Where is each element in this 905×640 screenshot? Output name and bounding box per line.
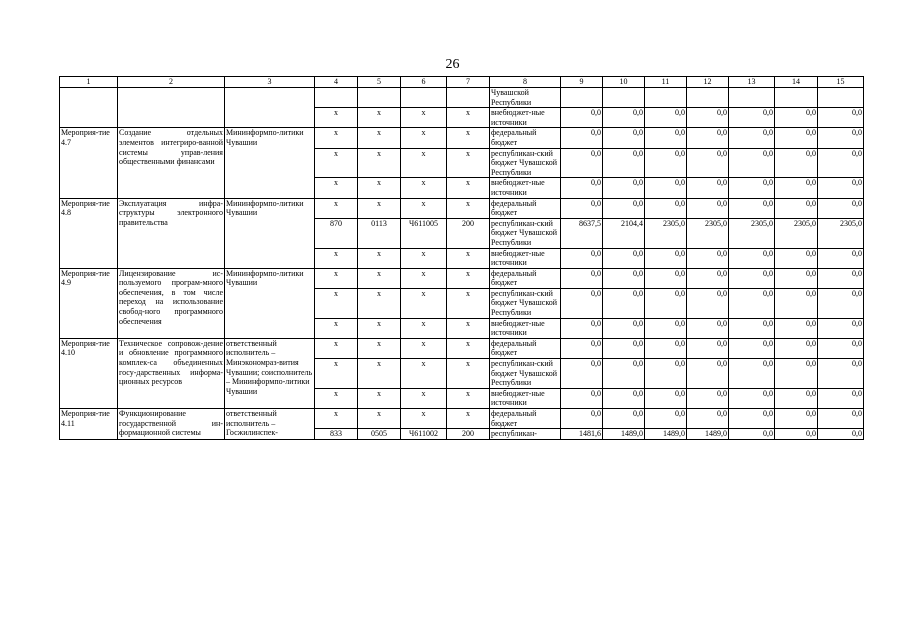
value-cell: 0,0: [687, 198, 729, 218]
value-cell: 0,0: [687, 288, 729, 318]
grbs-code-cell: x: [315, 288, 358, 318]
header-cell: 10: [603, 77, 645, 88]
funding-source-cell: республикан-: [490, 429, 561, 440]
event-name-cell: Функционирование государственной ин-формационной системы: [118, 409, 225, 440]
value-cell: 0,0: [687, 248, 729, 268]
value-cell: 0,0: [603, 178, 645, 198]
table-row: [60, 268, 864, 288]
target-code-cell: x: [401, 288, 447, 318]
funding-source-cell: республикан-ский бюджет Чувашской Республики: [490, 148, 561, 178]
header-cell: 11: [645, 77, 687, 88]
expense-type-cell: x: [447, 288, 490, 318]
value-cell: [645, 88, 687, 108]
value-cell: 0,0: [729, 198, 775, 218]
section-code-cell: x: [358, 108, 401, 128]
value-cell: 0,0: [687, 409, 729, 429]
funding-source-cell: внебюджет-ные источники: [490, 318, 561, 338]
page-number: 26: [445, 57, 460, 72]
target-code-cell: x: [401, 338, 447, 358]
value-cell: 1489,0: [645, 429, 687, 440]
expense-type-cell: x: [447, 178, 490, 198]
table-row: [60, 88, 864, 108]
value-cell: 0,0: [775, 288, 818, 318]
value-cell: 0,0: [645, 178, 687, 198]
value-cell: 0,0: [561, 409, 603, 429]
value-cell: 0,0: [818, 268, 864, 288]
funding-source-cell: республикан-ский бюджет Чувашской Республики: [490, 288, 561, 318]
code-cell: [401, 88, 447, 108]
value-cell: 0,0: [561, 248, 603, 268]
funding-source-cell: республикан-ский бюджет Чувашской Республики: [490, 359, 561, 389]
funding-source-cell: федеральный бюджет: [490, 128, 561, 148]
target-code-cell: x: [401, 409, 447, 429]
target-code-cell: x: [401, 248, 447, 268]
table-body: [60, 77, 864, 440]
value-cell: [775, 88, 818, 108]
value-cell: 0,0: [687, 108, 729, 128]
table-row: [60, 128, 864, 148]
value-cell: 0,0: [818, 148, 864, 178]
value-cell: 0,0: [818, 178, 864, 198]
value-cell: 0,0: [775, 248, 818, 268]
header-cell: 13: [729, 77, 775, 88]
grbs-code-cell: 870: [315, 218, 358, 248]
event-name-cell: Эксплуатация инфра-структуры электронного правительства: [118, 198, 225, 268]
value-cell: 0,0: [687, 268, 729, 288]
value-cell: 0,0: [687, 359, 729, 389]
value-cell: 0,0: [818, 388, 864, 408]
event-name-cell: Лицензирование ис-пользуемого програм-много обеспечения, в том числе переход на использование свобод-ного программного обеспечения: [118, 268, 225, 338]
budget-table: [59, 76, 864, 440]
value-cell: 0,0: [818, 429, 864, 440]
funding-source-cell: внебюджет-ные источники: [490, 108, 561, 128]
funding-source-cell: федеральный бюджет: [490, 198, 561, 218]
executor-cell: ответственный исполнитель – Госжилинспек-: [225, 409, 315, 440]
value-cell: [818, 88, 864, 108]
target-code-cell: Ч611002: [401, 429, 447, 440]
value-cell: 0,0: [729, 248, 775, 268]
value-cell: 0,0: [561, 388, 603, 408]
value-cell: 0,0: [775, 318, 818, 338]
value-cell: 0,0: [645, 409, 687, 429]
expense-type-cell: x: [447, 318, 490, 338]
target-code-cell: Ч611005: [401, 218, 447, 248]
header-cell: 4: [315, 77, 358, 88]
value-cell: 0,0: [561, 338, 603, 358]
event-name-cell: Техническое сопровож-дение и обновление программного комплек-са объединенных госу-дарственных информа-ционных ресурсов: [118, 338, 225, 408]
target-code-cell: x: [401, 388, 447, 408]
value-cell: 0,0: [645, 359, 687, 389]
target-code-cell: x: [401, 148, 447, 178]
value-cell: 2305,0: [818, 218, 864, 248]
value-cell: 2104,4: [603, 218, 645, 248]
value-cell: 0,0: [775, 268, 818, 288]
value-cell: 0,0: [687, 338, 729, 358]
funding-source-cell: федеральный бюджет: [490, 268, 561, 288]
header-row: [60, 77, 864, 88]
section-code-cell: 0505: [358, 429, 401, 440]
section-code-cell: x: [358, 248, 401, 268]
expense-type-cell: x: [447, 268, 490, 288]
header-cell: 1: [60, 77, 118, 88]
value-cell: 0,0: [687, 318, 729, 338]
executor-cell: Мининформпо-литики Чувашии: [225, 268, 315, 338]
funding-source-cell: внебюджет-ные источники: [490, 388, 561, 408]
section-code-cell: 0113: [358, 218, 401, 248]
value-cell: 0,0: [645, 248, 687, 268]
section-code-cell: x: [358, 198, 401, 218]
value-cell: 0,0: [775, 128, 818, 148]
value-cell: 2305,0: [645, 218, 687, 248]
table-row: [60, 198, 864, 218]
expense-type-cell: x: [447, 388, 490, 408]
funding-source-cell: внебюджет-ные источники: [490, 178, 561, 198]
value-cell: 0,0: [645, 148, 687, 178]
funding-source-cell: федеральный бюджет: [490, 409, 561, 429]
value-cell: 0,0: [561, 359, 603, 389]
value-cell: 0,0: [603, 288, 645, 318]
value-cell: 0,0: [818, 108, 864, 128]
event-label-cell: Мероприя-тие 4.9: [60, 268, 118, 338]
executor-cell: Мининформпо-литики Чувашии: [225, 128, 315, 198]
value-cell: 0,0: [645, 108, 687, 128]
header-cell: 8: [490, 77, 561, 88]
grbs-code-cell: x: [315, 108, 358, 128]
code-cell: [315, 88, 358, 108]
header-cell: 2: [118, 77, 225, 88]
value-cell: 0,0: [775, 178, 818, 198]
value-cell: 0,0: [775, 198, 818, 218]
event-label-cell: Мероприя-тие 4.10: [60, 338, 118, 408]
value-cell: 0,0: [645, 128, 687, 148]
value-cell: 0,0: [729, 318, 775, 338]
value-cell: 0,0: [603, 338, 645, 358]
value-cell: 0,0: [818, 338, 864, 358]
value-cell: 0,0: [603, 248, 645, 268]
header-cell: 14: [775, 77, 818, 88]
value-cell: 0,0: [775, 409, 818, 429]
value-cell: 8637,5: [561, 218, 603, 248]
event-label-cell: Мероприя-тие 4.11: [60, 409, 118, 440]
value-cell: 0,0: [645, 388, 687, 408]
value-cell: 0,0: [775, 359, 818, 389]
grbs-code-cell: x: [315, 338, 358, 358]
executor-cell: ответственный исполнитель – Минэкономраз-вития Чувашии; соисполнитель – Мининформпо-литики Чувашии: [225, 338, 315, 408]
code-cell: [447, 88, 490, 108]
table-row: [60, 409, 864, 429]
table-row: [60, 338, 864, 358]
header-cell: 5: [358, 77, 401, 88]
value-cell: 0,0: [645, 338, 687, 358]
header-cell: 3: [225, 77, 315, 88]
expense-type-cell: x: [447, 108, 490, 128]
target-code-cell: x: [401, 268, 447, 288]
event-name-cell: Создание отдельных элементов интегриро-ванной системы управ-ления общественными финансами: [118, 128, 225, 198]
executor-cell: Мининформпо-литики Чувашии: [225, 198, 315, 268]
value-cell: [561, 88, 603, 108]
value-cell: 0,0: [561, 288, 603, 318]
grbs-code-cell: x: [315, 409, 358, 429]
expense-type-cell: x: [447, 338, 490, 358]
value-cell: 0,0: [729, 359, 775, 389]
target-code-cell: x: [401, 178, 447, 198]
expense-type-cell: 200: [447, 429, 490, 440]
grbs-code-cell: x: [315, 128, 358, 148]
value-cell: 0,0: [818, 288, 864, 318]
value-cell: 0,0: [818, 359, 864, 389]
section-code-cell: x: [358, 318, 401, 338]
value-cell: 0,0: [729, 409, 775, 429]
value-cell: 0,0: [645, 288, 687, 318]
funding-source-cell: внебюджет-ные источники: [490, 248, 561, 268]
value-cell: 2305,0: [775, 218, 818, 248]
value-cell: 0,0: [603, 359, 645, 389]
value-cell: 0,0: [603, 128, 645, 148]
section-code-cell: x: [358, 148, 401, 178]
grbs-code-cell: x: [315, 359, 358, 389]
value-cell: 0,0: [561, 128, 603, 148]
value-cell: 2305,0: [687, 218, 729, 248]
value-cell: 0,0: [645, 318, 687, 338]
value-cell: 0,0: [561, 268, 603, 288]
funding-source-cell: республикан-ский бюджет Чувашской Республики: [490, 218, 561, 248]
section-code-cell: x: [358, 178, 401, 198]
value-cell: 0,0: [561, 108, 603, 128]
value-cell: 0,0: [729, 268, 775, 288]
value-cell: 0,0: [818, 198, 864, 218]
grbs-code-cell: x: [315, 318, 358, 338]
expense-type-cell: 200: [447, 218, 490, 248]
value-cell: 0,0: [729, 178, 775, 198]
expense-type-cell: x: [447, 359, 490, 389]
target-code-cell: x: [401, 108, 447, 128]
header-cell: 6: [401, 77, 447, 88]
target-code-cell: x: [401, 318, 447, 338]
expense-type-cell: x: [447, 198, 490, 218]
grbs-code-cell: 833: [315, 429, 358, 440]
grbs-code-cell: x: [315, 388, 358, 408]
value-cell: 0,0: [729, 429, 775, 440]
value-cell: 0,0: [729, 338, 775, 358]
value-cell: 0,0: [561, 318, 603, 338]
grbs-code-cell: x: [315, 268, 358, 288]
value-cell: 0,0: [603, 318, 645, 338]
value-cell: 1481,6: [561, 429, 603, 440]
grbs-code-cell: x: [315, 198, 358, 218]
target-code-cell: x: [401, 128, 447, 148]
value-cell: 0,0: [603, 148, 645, 178]
value-cell: 0,0: [561, 198, 603, 218]
value-cell: [603, 88, 645, 108]
value-cell: 0,0: [818, 128, 864, 148]
header-cell: 7: [447, 77, 490, 88]
value-cell: 0,0: [775, 108, 818, 128]
grbs-code-cell: x: [315, 178, 358, 198]
value-cell: [729, 88, 775, 108]
target-code-cell: x: [401, 198, 447, 218]
value-cell: 0,0: [775, 338, 818, 358]
event-label-cell: Мероприя-тие 4.8: [60, 198, 118, 268]
value-cell: 0,0: [561, 178, 603, 198]
header-cell: 15: [818, 77, 864, 88]
value-cell: 0,0: [818, 409, 864, 429]
grbs-code-cell: x: [315, 248, 358, 268]
expense-type-cell: x: [447, 248, 490, 268]
target-code-cell: x: [401, 359, 447, 389]
section-code-cell: x: [358, 359, 401, 389]
header-cell: 9: [561, 77, 603, 88]
value-cell: 0,0: [687, 178, 729, 198]
expense-type-cell: x: [447, 148, 490, 178]
expense-type-cell: x: [447, 409, 490, 429]
value-cell: 0,0: [687, 148, 729, 178]
value-cell: 0,0: [687, 388, 729, 408]
event-name-cell: [118, 88, 225, 128]
value-cell: 0,0: [687, 128, 729, 148]
value-cell: 0,0: [645, 268, 687, 288]
value-cell: 0,0: [561, 148, 603, 178]
value-cell: 0,0: [729, 128, 775, 148]
section-code-cell: x: [358, 338, 401, 358]
value-cell: 2305,0: [729, 218, 775, 248]
event-label-cell: [60, 88, 118, 128]
value-cell: 1489,0: [603, 429, 645, 440]
value-cell: 0,0: [775, 148, 818, 178]
value-cell: 0,0: [729, 388, 775, 408]
value-cell: 0,0: [603, 409, 645, 429]
value-cell: 0,0: [729, 148, 775, 178]
value-cell: 0,0: [775, 429, 818, 440]
value-cell: 0,0: [603, 108, 645, 128]
executor-cell: [225, 88, 315, 128]
value-cell: 0,0: [818, 248, 864, 268]
expense-type-cell: x: [447, 128, 490, 148]
value-cell: [687, 88, 729, 108]
section-code-cell: x: [358, 288, 401, 318]
event-label-cell: Мероприя-тие 4.7: [60, 128, 118, 198]
header-cell: 12: [687, 77, 729, 88]
value-cell: 0,0: [729, 108, 775, 128]
section-code-cell: x: [358, 128, 401, 148]
section-code-cell: x: [358, 409, 401, 429]
value-cell: 0,0: [645, 198, 687, 218]
code-cell: [358, 88, 401, 108]
value-cell: 0,0: [603, 388, 645, 408]
value-cell: 0,0: [603, 268, 645, 288]
grbs-code-cell: x: [315, 148, 358, 178]
funding-source-cell: федеральный бюджет: [490, 338, 561, 358]
value-cell: 0,0: [775, 388, 818, 408]
section-code-cell: x: [358, 388, 401, 408]
funding-source-cell: Чувашской Республики: [490, 88, 561, 108]
section-code-cell: x: [358, 268, 401, 288]
value-cell: 0,0: [729, 288, 775, 318]
value-cell: 0,0: [818, 318, 864, 338]
value-cell: 1489,0: [687, 429, 729, 440]
value-cell: 0,0: [603, 198, 645, 218]
